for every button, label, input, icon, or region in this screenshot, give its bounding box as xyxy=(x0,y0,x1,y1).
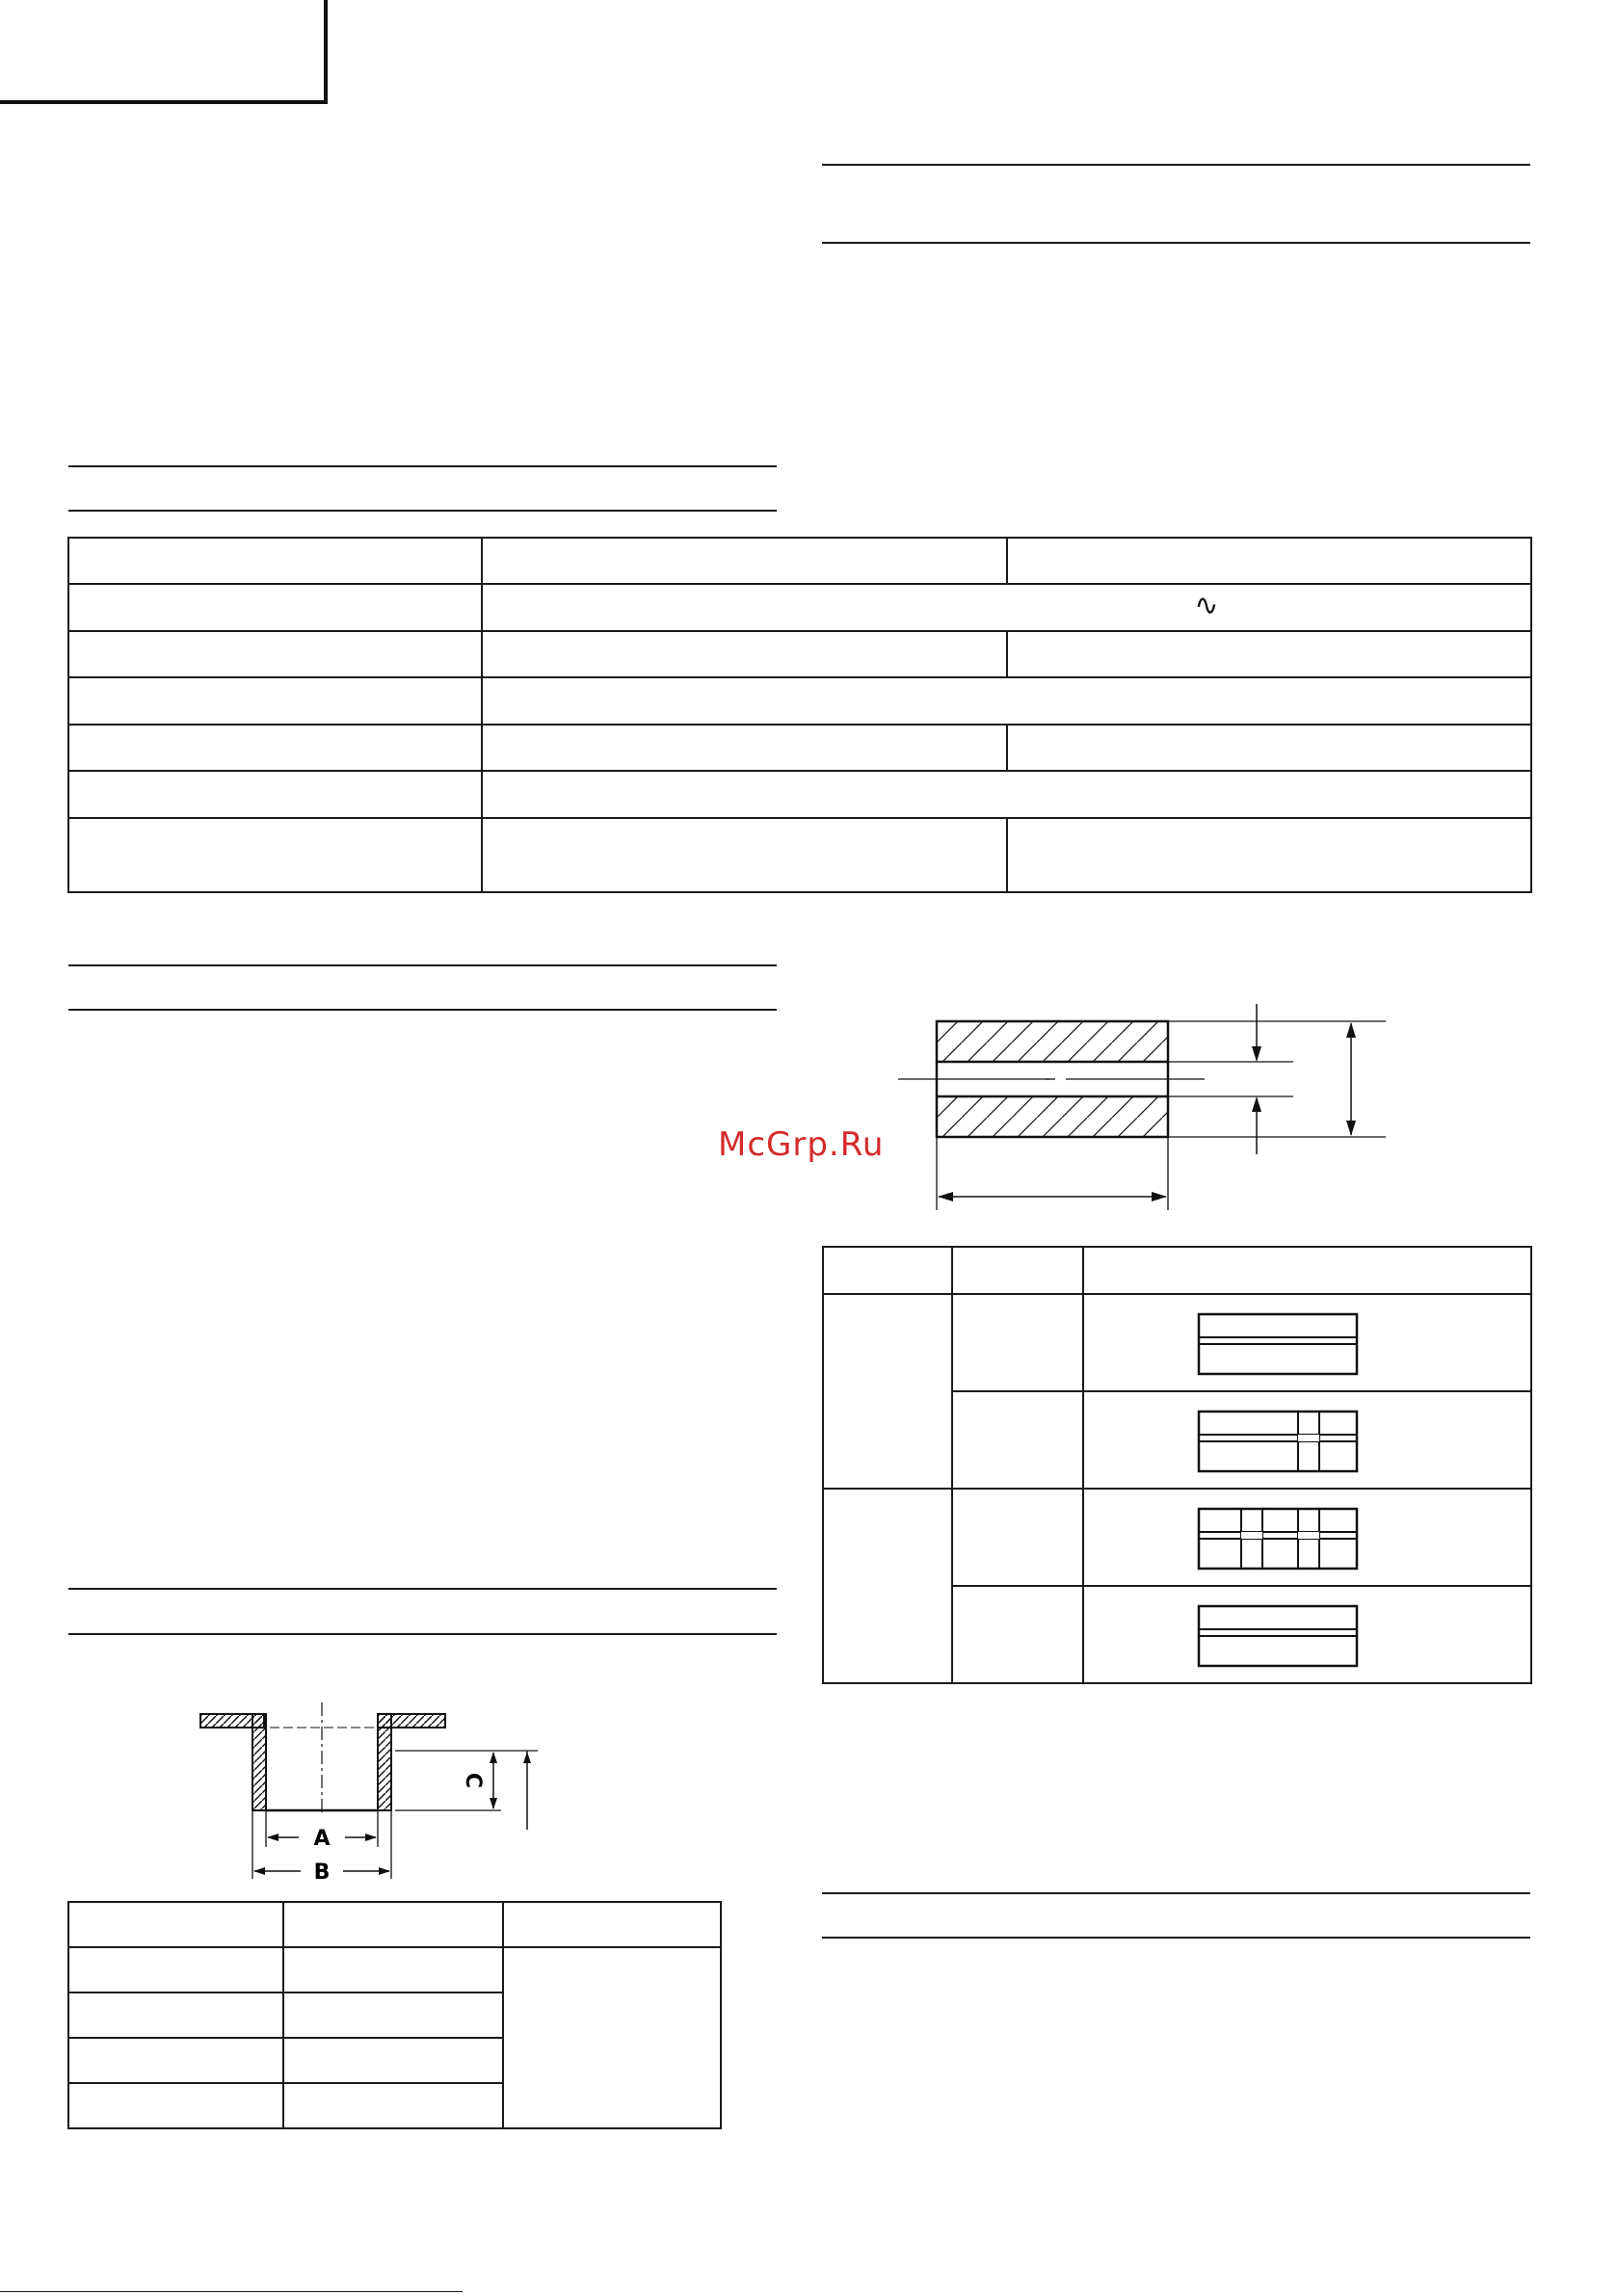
watermark-text: McGrp.Ru xyxy=(718,1125,885,1164)
dim-cell xyxy=(68,2083,283,2128)
dim-cell xyxy=(283,1902,502,1947)
spec-cell xyxy=(1007,725,1531,771)
ac-symbol: ∿ xyxy=(1194,589,1219,622)
spec-cell xyxy=(68,584,482,631)
heading-rule-bottom xyxy=(822,242,1530,244)
spec-cell xyxy=(1007,631,1531,677)
spec-cell xyxy=(482,725,1006,771)
variants-cell xyxy=(823,1247,952,1294)
variants-illustration-cell xyxy=(1083,1586,1531,1683)
corner-frame xyxy=(0,0,328,104)
spec-cell xyxy=(68,631,482,677)
dim-label-a: A xyxy=(313,1827,331,1851)
section3-rule-bottom xyxy=(68,1633,777,1635)
spec-cell xyxy=(482,677,1531,725)
spec-cell xyxy=(482,538,1006,584)
bushing-plain-illustration-2 xyxy=(1197,1604,1361,1672)
section4-rule-bottom xyxy=(822,1937,1530,1939)
dim-cell xyxy=(68,1902,283,1947)
spec-cell xyxy=(1007,538,1531,584)
bushing-plain-illustration xyxy=(1197,1312,1361,1380)
spec-cell-voltage xyxy=(482,584,1531,631)
section2-rule-bottom xyxy=(68,1009,777,1011)
flange-dimensions-table xyxy=(67,1901,722,2129)
spec-table xyxy=(67,537,1532,893)
variants-cell xyxy=(952,1489,1084,1586)
footer-rule xyxy=(0,2291,463,2292)
dim-label-c: C xyxy=(461,1772,485,1789)
variants-cell xyxy=(823,1489,952,1683)
dim-cell xyxy=(68,1993,283,2038)
spec-cell xyxy=(482,631,1006,677)
variants-cell xyxy=(952,1294,1084,1391)
variants-illustration-cell xyxy=(1083,1391,1531,1489)
bushing-one-groove-illustration xyxy=(1197,1410,1361,1477)
spec-cell xyxy=(68,677,482,725)
spec-cell xyxy=(68,771,482,818)
dim-cell-merged xyxy=(503,1947,721,2128)
spec-cell xyxy=(68,725,482,771)
dim-cell xyxy=(503,1902,721,1947)
variants-illustration-cell xyxy=(1083,1489,1531,1586)
section2-rule-top xyxy=(68,964,777,966)
section4-rule-top xyxy=(822,1892,1530,1894)
variants-cell xyxy=(952,1391,1084,1489)
variants-table xyxy=(822,1246,1532,1684)
variants-illustration-cell xyxy=(1083,1294,1531,1391)
spec-cell xyxy=(482,818,1006,892)
dim-cell xyxy=(68,1947,283,1993)
flange-bushing-diagram xyxy=(193,1701,559,1884)
dim-label-b: B xyxy=(313,1861,331,1884)
spec-cell xyxy=(68,818,482,892)
variants-cell xyxy=(952,1586,1084,1683)
variants-cell xyxy=(1083,1247,1531,1294)
dim-cell xyxy=(283,1947,502,1993)
spec-cell xyxy=(68,538,482,584)
section3-rule-top xyxy=(68,1588,777,1590)
section1-rule-top xyxy=(68,465,777,467)
spec-cell xyxy=(482,771,1531,818)
variants-cell xyxy=(952,1247,1084,1294)
bushing-two-groove-illustration xyxy=(1197,1507,1361,1574)
dim-cell xyxy=(68,2038,283,2083)
bushing-section-diagram xyxy=(887,992,1397,1224)
dim-cell xyxy=(283,2083,502,2128)
dim-cell xyxy=(283,2038,502,2083)
dim-cell xyxy=(283,1993,502,2038)
spec-cell xyxy=(1007,818,1531,892)
variants-cell xyxy=(823,1294,952,1489)
section1-rule-bottom xyxy=(68,510,777,512)
heading-rule-top xyxy=(822,164,1530,166)
